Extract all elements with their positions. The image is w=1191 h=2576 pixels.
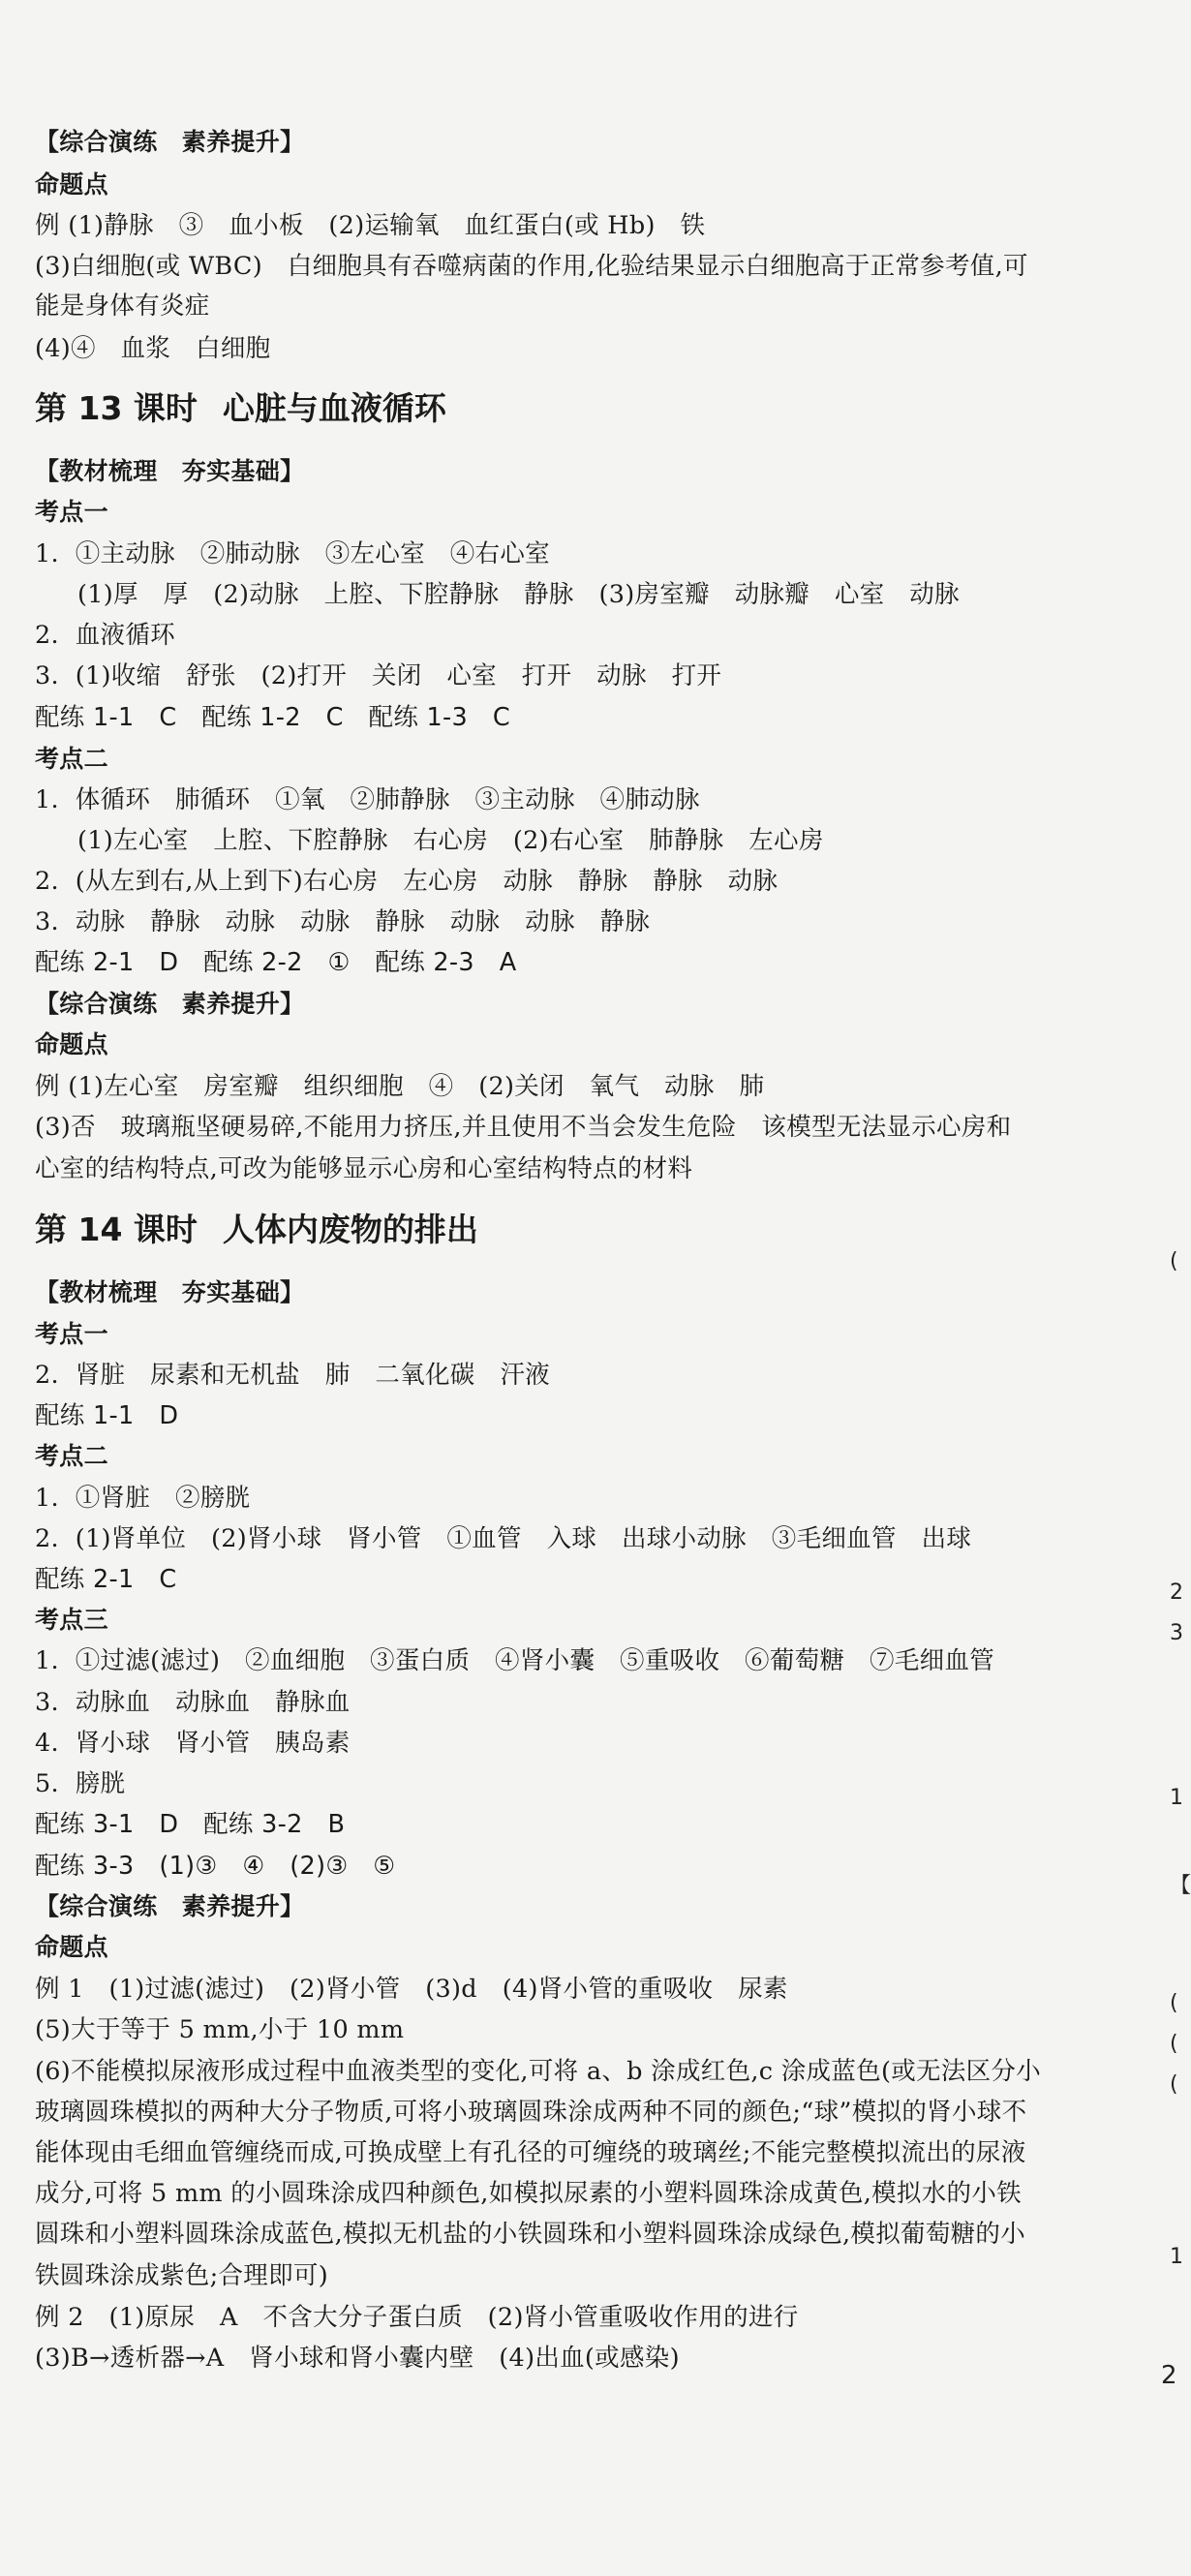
- answer-line: 例 (1)静脉 ③ 血小板 (2)运输氧 血红蛋白(或 Hb) 铁: [35, 211, 706, 240]
- answer-line: (3)B→透析器→A 肾小球和肾小囊内壁 (4)出血(或感染): [35, 2344, 680, 2373]
- adjacent-page-fragment: (: [1170, 2032, 1178, 2056]
- kaodian-label: 考点一: [35, 1320, 108, 1348]
- practice-answers: 配练 3-1 D 配练 3-2 B: [35, 1810, 346, 1839]
- practice-answers: 配练 2-1 D 配练 2-2 ① 配练 2-3 A: [35, 948, 517, 977]
- answer-line: 圆珠和小塑料圆珠涂成蓝色,模拟无机盐的小铁圆珠和小塑料圆珠涂成绿色,模拟葡萄糖的小: [35, 2220, 1026, 2249]
- answer-line: 例 (1)左心室 房室瓣 组织细胞 ④ (2)关闭 氧气 动脉 肺: [35, 1072, 765, 1101]
- answer-line: 5. 膀胱: [35, 1769, 126, 1798]
- lesson-name: 心脏与血液循环: [222, 389, 446, 427]
- proposition-label: 命题点: [35, 1030, 108, 1058]
- answer-line: 能体现由毛细血管缠绕而成,可换成壁上有孔径的可缠绕的玻璃丝;不能完整模拟流出的尿液: [35, 2138, 1026, 2167]
- section-heading-comprehensive: 【综合演练 素养提升】: [35, 990, 305, 1018]
- adjacent-page-fragment: 1: [1170, 1786, 1183, 1810]
- practice-answers: 配练 2-1 C: [35, 1565, 177, 1594]
- answer-line: 2. 血液循环: [35, 621, 175, 650]
- answer-line: 3. 动脉血 动脉血 静脉血: [35, 1688, 351, 1717]
- practice-answers: 配练 1-1 D: [35, 1401, 179, 1430]
- lesson-number: 第 14 课时: [35, 1211, 198, 1248]
- lesson-number: 第 13 课时: [35, 389, 198, 427]
- adjacent-page-fragment: 2: [1170, 1580, 1183, 1605]
- answer-line: 2. (从左到右,从上到下)右心房 左心房 动脉 静脉 静脉 动脉: [35, 867, 779, 896]
- section-heading-basics: 【教材梳理 夯实基础】: [35, 1278, 305, 1306]
- adjacent-page-fragment: (: [1170, 1249, 1178, 1273]
- answer-line: (1)左心室 上腔、下腔静脉 右心房 (2)右心室 肺静脉 左心房: [77, 826, 824, 855]
- lesson-14-title: [35, 1209, 478, 1251]
- answer-line: (5)大于等于 5 mm,小于 10 mm: [35, 2015, 405, 2044]
- adjacent-page-fragment: (: [1170, 2072, 1178, 2097]
- answer-line: (3)白细胞(或 WBC) 白细胞具有吞噬病菌的作用,化验结果显示白细胞高于正常参考值,可: [35, 252, 1028, 281]
- answer-line: (6)不能模拟尿液形成过程中血液类型的变化,可将 a、b 涂成红色,c 涂成蓝色(或无法区分小: [35, 2057, 1042, 2086]
- answer-line: (3)否 玻璃瓶坚硬易碎,不能用力挤压,并且使用不当会发生危险 该模型无法显示心房和: [35, 1113, 1012, 1142]
- answer-line: 3. 动脉 静脉 动脉 动脉 静脉 动脉 动脉 静脉: [35, 907, 651, 936]
- adjacent-page-fragment: 【: [1170, 1874, 1191, 1898]
- answer-line: 1. 体循环 肺循环 ①氧 ②肺静脉 ③主动脉 ④肺动脉: [35, 785, 700, 814]
- answer-line: 1. ①过滤(滤过) ②血细胞 ③蛋白质 ④肾小囊 ⑤重吸收 ⑥葡萄糖 ⑦毛细血管: [35, 1646, 995, 1675]
- adjacent-page-fragment: 3: [1170, 1621, 1183, 1645]
- adjacent-page-fragment: (: [1170, 1991, 1178, 2015]
- practice-answers: 配练 1-1 C 配练 1-2 C 配练 1-3 C: [35, 703, 510, 732]
- answer-line: 玻璃圆珠模拟的两种大分子物质,可将小玻璃圆珠涂成两种不同的颜色;“球”模拟的肾小球不: [35, 2098, 1027, 2127]
- answer-line: (4)④ 血浆 白细胞: [35, 334, 271, 363]
- lesson-13-title: [35, 387, 446, 430]
- kaodian-label: 考点二: [35, 1442, 108, 1470]
- answer-line: 能是身体有炎症: [35, 291, 210, 321]
- answer-line: 心室的结构特点,可改为能够显示心房和心室结构特点的材料: [35, 1154, 693, 1183]
- answer-line: 1. ①肾脏 ②膀胱: [35, 1484, 251, 1513]
- section-heading-basics: 【教材梳理 夯实基础】: [35, 457, 305, 485]
- page-number: 2: [1161, 2361, 1177, 2390]
- kaodian-label: 考点二: [35, 745, 108, 773]
- answer-line: (1)厚 厚 (2)动脉 上腔、下腔静脉 静脉 (3)房室瓣 动脉瓣 心室 动脉: [77, 580, 960, 609]
- proposition-label: 命题点: [35, 170, 108, 199]
- section-heading-comprehensive: 【综合演练 素养提升】: [35, 1892, 305, 1920]
- section-heading-comprehensive: 【综合演练 素养提升】: [35, 128, 305, 156]
- adjacent-page-fragment: 1: [1170, 2245, 1183, 2269]
- proposition-label: 命题点: [35, 1933, 108, 1961]
- answer-line: 例 2 (1)原尿 A 不含大分子蛋白质 (2)肾小管重吸收作用的进行: [35, 2303, 799, 2332]
- answer-line: 1. ①主动脉 ②肺动脉 ③左心室 ④右心室: [35, 539, 550, 568]
- answer-line: 3. (1)收缩 舒张 (2)打开 关闭 心室 打开 动脉 打开: [35, 661, 722, 690]
- answer-line: 2. 肾脏 尿素和无机盐 肺 二氧化碳 汗液: [35, 1361, 550, 1390]
- answer-line: 例 1 (1)过滤(滤过) (2)肾小管 (3)d (4)肾小管的重吸收 尿素: [35, 1975, 788, 2004]
- answer-line: 铁圆珠涂成紫色;合理即可): [35, 2261, 328, 2290]
- answer-line: 2. (1)肾单位 (2)肾小球 肾小管 ①血管 入球 出球小动脉 ③毛细血管 出球: [35, 1524, 972, 1553]
- kaodian-label: 考点一: [35, 498, 108, 526]
- answer-line: 成分,可将 5 mm 的小圆珠涂成四种颜色,如模拟尿素的小塑料圆珠涂成黄色,模拟水的小铁: [35, 2179, 1022, 2208]
- lesson-name: 人体内废物的排出: [222, 1211, 478, 1248]
- practice-answers: 配练 3-3 (1)③ ④ (2)③ ⑤: [35, 1852, 396, 1881]
- kaodian-label: 考点三: [35, 1606, 108, 1634]
- answer-line: 4. 肾小球 肾小管 胰岛素: [35, 1729, 351, 1758]
